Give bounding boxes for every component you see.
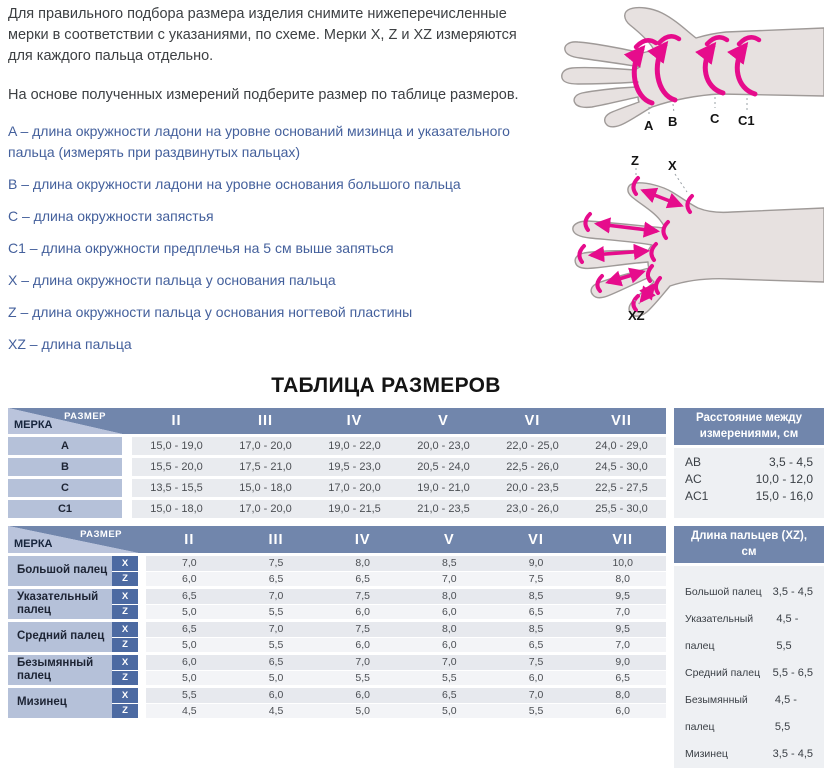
z-value-cell: 5,0 bbox=[319, 704, 406, 719]
z-value-cell: 7,0 bbox=[579, 638, 666, 653]
palm-table-header bbox=[8, 408, 666, 434]
distance-panel-body bbox=[674, 448, 824, 518]
x-values-row bbox=[146, 589, 666, 604]
column-gap bbox=[122, 500, 132, 518]
size-col-iii: III bbox=[257, 413, 274, 429]
z-value-cell: 6,0 bbox=[406, 605, 493, 620]
z-value-cell: 6,5 bbox=[493, 638, 580, 653]
size-range-cell: 15,0 - 18,0 bbox=[221, 479, 310, 497]
measure-row bbox=[8, 458, 666, 476]
x-value-cell: 9,0 bbox=[493, 556, 580, 571]
z-value-cell: 4,5 bbox=[233, 704, 320, 719]
finger-length-label: Большой палец bbox=[685, 586, 762, 599]
measure-row-label: B bbox=[8, 458, 122, 476]
size-col-vii: VII bbox=[612, 531, 634, 548]
x-value-cell: 8,0 bbox=[406, 622, 493, 637]
definition-x: X – длина окружности пальца у основания пальца bbox=[8, 272, 336, 288]
z-value-cell: 4,5 bbox=[146, 704, 233, 719]
intro-paragraph-2: На основе полученных измерений подберите размер по таблице размеров. bbox=[8, 87, 519, 103]
size-range-cell: 25,5 - 30,0 bbox=[577, 500, 666, 518]
finger-length-row bbox=[674, 660, 824, 687]
measure-row-values bbox=[132, 479, 666, 497]
corner-size-label: РАЗМЕР bbox=[80, 529, 122, 540]
x-values-row bbox=[146, 688, 666, 703]
size-range-cell: 17,0 - 20,0 bbox=[221, 500, 310, 518]
size-range-cell: 19,0 - 22,0 bbox=[310, 437, 399, 455]
measure-row-values bbox=[132, 437, 666, 455]
finger-size-section bbox=[8, 526, 824, 768]
label-c1: C1 bbox=[738, 113, 755, 128]
finger-name-label: Мизинец bbox=[8, 688, 112, 718]
z-badge: Z bbox=[112, 638, 138, 653]
z-value-cell: 5,5 bbox=[319, 671, 406, 686]
size-range-cell: 17,0 - 20,0 bbox=[221, 437, 310, 455]
x-value-cell: 7,0 bbox=[146, 556, 233, 571]
x-badge: X bbox=[112, 622, 138, 637]
size-range-cell: 19,0 - 21,5 bbox=[310, 500, 399, 518]
finger-length-label: Мизинец bbox=[685, 748, 728, 761]
finger-name-label: Средний палец bbox=[8, 622, 112, 652]
size-col-iv: IV bbox=[346, 413, 363, 429]
size-col-iv: IV bbox=[354, 531, 371, 548]
x-value-cell: 9,5 bbox=[579, 589, 666, 604]
definition-c: C – длина окружности запястья bbox=[8, 208, 214, 224]
z-value-cell: 6,0 bbox=[319, 605, 406, 620]
corner-size-label: РАЗМЕР bbox=[64, 411, 106, 422]
corner-measure-label: МЕРКА bbox=[14, 419, 53, 431]
size-table-title: ТАБЛИЦА РАЗМЕРОВ bbox=[271, 374, 501, 397]
z-values-row bbox=[146, 638, 666, 653]
column-gap bbox=[138, 622, 146, 652]
measure-row-label: C1 bbox=[8, 500, 122, 518]
size-range-cell: 23,0 - 26,0 bbox=[488, 500, 577, 518]
size-col-ii: II bbox=[171, 413, 182, 429]
x-badge: X bbox=[112, 655, 138, 670]
z-value-cell: 5,0 bbox=[146, 671, 233, 686]
label-xz: XZ bbox=[628, 308, 645, 323]
z-value-cell: 7,0 bbox=[406, 572, 493, 587]
finger-length-row bbox=[674, 687, 824, 741]
hand-palm-measures-diagram bbox=[548, 4, 824, 132]
finger-length-label: Указательный палец bbox=[685, 613, 754, 653]
definition-a: A – длина окружности ладони на уровне оснований мизинца и указательного пальца (измерять при раздвинутых пальцах) bbox=[8, 123, 510, 160]
distance-value: 10,0 - 12,0 bbox=[755, 472, 813, 487]
distance-row bbox=[674, 454, 824, 471]
z-badge: Z bbox=[112, 572, 138, 587]
size-col-iii: III bbox=[268, 531, 284, 548]
finger-length-value: 3,5 - 4,5 bbox=[772, 748, 813, 761]
size-col-vi: VI bbox=[524, 413, 541, 429]
x-badge: X bbox=[112, 688, 138, 703]
finger-length-panel-title: Длина пальцев (XZ), см bbox=[674, 526, 824, 563]
size-col-v: V bbox=[438, 413, 449, 429]
measure-row-values bbox=[132, 500, 666, 518]
finger-group-row bbox=[8, 589, 666, 619]
z-value-cell: 6,0 bbox=[146, 572, 233, 587]
x-value-cell: 7,0 bbox=[233, 589, 320, 604]
x-value-cell: 7,5 bbox=[319, 622, 406, 637]
x-badge: X bbox=[112, 589, 138, 604]
hand-silhouette bbox=[562, 8, 824, 127]
x-value-cell: 7,0 bbox=[233, 622, 320, 637]
size-range-cell: 13,5 - 15,5 bbox=[132, 479, 221, 497]
size-range-cell: 22,5 - 27,5 bbox=[577, 479, 666, 497]
finger-table-header bbox=[8, 526, 666, 553]
finger-group-row bbox=[8, 688, 666, 718]
distance-panel bbox=[674, 408, 824, 518]
size-range-cell: 20,5 - 24,0 bbox=[399, 458, 488, 476]
size-range-cell: 15,5 - 20,0 bbox=[132, 458, 221, 476]
z-value-cell: 6,0 bbox=[406, 638, 493, 653]
definition-z: Z – длина окружности пальца у основания ногтевой пластины bbox=[8, 304, 413, 320]
finger-values bbox=[146, 622, 666, 652]
z-value-cell: 6,0 bbox=[579, 704, 666, 719]
measure-row-label: A bbox=[8, 437, 122, 455]
z-values-row bbox=[146, 704, 666, 719]
column-gap bbox=[122, 479, 132, 497]
z-value-cell: 7,5 bbox=[493, 572, 580, 587]
column-gap bbox=[138, 556, 146, 586]
x-value-cell: 6,5 bbox=[233, 655, 320, 670]
x-values-row bbox=[146, 655, 666, 670]
distance-value: 3,5 - 4,5 bbox=[768, 455, 813, 470]
x-value-cell: 7,0 bbox=[406, 655, 493, 670]
finger-length-row bbox=[674, 579, 824, 606]
size-range-cell: 24,5 - 30,0 bbox=[577, 458, 666, 476]
size-range-cell: 19,5 - 23,0 bbox=[310, 458, 399, 476]
finger-table-body bbox=[8, 556, 666, 718]
palm-table-body bbox=[8, 437, 666, 518]
x-value-cell: 7,0 bbox=[319, 655, 406, 670]
size-col-vii: VII bbox=[611, 413, 632, 429]
x-badge: X bbox=[112, 556, 138, 571]
x-value-cell: 6,5 bbox=[146, 589, 233, 604]
distance-label: AC1 bbox=[685, 489, 709, 504]
x-values-row bbox=[146, 556, 666, 571]
xz-badge-column bbox=[112, 589, 138, 619]
z-value-cell: 5,5 bbox=[406, 671, 493, 686]
z-value-cell: 5,0 bbox=[146, 605, 233, 620]
x-value-cell: 7,5 bbox=[233, 556, 320, 571]
x-value-cell: 8,0 bbox=[319, 556, 406, 571]
measure-labels bbox=[644, 111, 755, 132]
measure-row bbox=[8, 437, 666, 455]
column-gap bbox=[138, 688, 146, 718]
z-badge: Z bbox=[112, 605, 138, 620]
hand-finger-measures-diagram bbox=[548, 152, 824, 330]
xz-badge-column bbox=[112, 655, 138, 685]
z-value-cell: 5,5 bbox=[233, 605, 320, 620]
finger-length-label: Средний палец bbox=[685, 667, 761, 680]
finger-length-row bbox=[674, 606, 824, 660]
x-value-cell: 8,0 bbox=[406, 589, 493, 604]
z-value-cell: 5,5 bbox=[233, 638, 320, 653]
x-value-cell: 9,5 bbox=[579, 622, 666, 637]
z-value-cell: 5,5 bbox=[493, 704, 580, 719]
finger-name-label: Безымянный палец bbox=[8, 655, 112, 685]
measure-row-label: C bbox=[8, 479, 122, 497]
distance-value: 15,0 - 16,0 bbox=[755, 489, 813, 504]
x-value-cell: 6,5 bbox=[146, 622, 233, 637]
x-value-cell: 8,5 bbox=[493, 622, 580, 637]
size-range-cell: 22,5 - 26,0 bbox=[488, 458, 577, 476]
finger-length-label: Безымянный палец bbox=[685, 694, 748, 734]
x-value-cell: 7,5 bbox=[493, 655, 580, 670]
z-value-cell: 6,5 bbox=[493, 605, 580, 620]
finger-values bbox=[146, 688, 666, 718]
size-range-cell: 15,0 - 18,0 bbox=[132, 500, 221, 518]
finger-values bbox=[146, 556, 666, 586]
finger-length-value: 5,5 - 6,5 bbox=[772, 667, 813, 680]
finger-group-row bbox=[8, 622, 666, 652]
label-b: B bbox=[668, 114, 678, 129]
z-badge: Z bbox=[112, 704, 138, 719]
hand-silhouette bbox=[573, 183, 824, 316]
distance-row bbox=[674, 471, 824, 488]
x-values-row bbox=[146, 622, 666, 637]
x-value-cell: 6,0 bbox=[319, 688, 406, 703]
corner-cell bbox=[8, 408, 122, 434]
finger-length-value: 4,5 - 5,5 bbox=[776, 613, 799, 653]
z-value-cell: 6,0 bbox=[319, 638, 406, 653]
label-c: C bbox=[710, 111, 720, 126]
measure-row bbox=[8, 479, 666, 497]
xz-badge-column bbox=[112, 556, 138, 586]
finger-length-panel-body bbox=[674, 566, 824, 768]
distance-label: AC bbox=[685, 472, 702, 487]
size-range-cell: 22,0 - 25,0 bbox=[488, 437, 577, 455]
size-range-cell: 17,5 - 21,0 bbox=[221, 458, 310, 476]
finger-length-value: 4,5 - 5,5 bbox=[774, 694, 797, 734]
x-value-cell: 6,0 bbox=[146, 655, 233, 670]
x-value-cell: 7,0 bbox=[493, 688, 580, 703]
z-value-cell: 5,0 bbox=[233, 671, 320, 686]
distance-label: AB bbox=[685, 455, 702, 470]
finger-group-row bbox=[8, 556, 666, 586]
corner-cell bbox=[8, 526, 138, 553]
z-value-cell: 8,0 bbox=[579, 572, 666, 587]
size-column-headers bbox=[132, 408, 666, 434]
z-value-cell: 5,0 bbox=[146, 638, 233, 653]
size-column-headers bbox=[146, 526, 666, 553]
x-value-cell: 6,5 bbox=[406, 688, 493, 703]
finger-length-value: 3,5 - 4,5 bbox=[772, 586, 813, 599]
xz-badge-column bbox=[112, 688, 138, 718]
x-value-cell: 10,0 bbox=[579, 556, 666, 571]
x-value-cell: 8,5 bbox=[406, 556, 493, 571]
size-col-vi: VI bbox=[528, 531, 544, 548]
finger-values bbox=[146, 589, 666, 619]
z-value-cell: 6,5 bbox=[579, 671, 666, 686]
z-value-cell: 7,0 bbox=[579, 605, 666, 620]
size-col-v: V bbox=[444, 531, 455, 548]
size-range-cell: 20,0 - 23,0 bbox=[399, 437, 488, 455]
finger-size-table bbox=[8, 526, 666, 768]
measure-row-values bbox=[132, 458, 666, 476]
label-a: A bbox=[644, 118, 654, 132]
z-value-cell: 5,0 bbox=[406, 704, 493, 719]
x-value-cell: 7,5 bbox=[319, 589, 406, 604]
column-gap bbox=[122, 437, 132, 455]
label-z: Z bbox=[631, 153, 639, 168]
size-range-cell: 21,0 - 23,5 bbox=[399, 500, 488, 518]
finger-length-row bbox=[674, 741, 824, 768]
distance-row bbox=[674, 488, 824, 505]
z-values-row bbox=[146, 605, 666, 620]
size-range-cell: 19,0 - 21,0 bbox=[399, 479, 488, 497]
palm-size-section bbox=[8, 408, 824, 518]
size-range-cell: 15,0 - 19,0 bbox=[132, 437, 221, 455]
finger-values bbox=[146, 655, 666, 685]
column-gap bbox=[122, 458, 132, 476]
finger-length-panel bbox=[674, 526, 824, 768]
definition-xz: XZ – длина пальца bbox=[8, 336, 132, 352]
instructions-text-column bbox=[8, 4, 548, 366]
x-value-cell: 5,5 bbox=[146, 688, 233, 703]
z-value-cell: 6,5 bbox=[319, 572, 406, 587]
z-values-row bbox=[146, 671, 666, 686]
definition-c1: C1 – длина окружности предплечья на 5 см выше запяться bbox=[8, 240, 394, 256]
finger-group-row bbox=[8, 655, 666, 685]
palm-size-table bbox=[8, 408, 666, 518]
size-range-cell: 24,0 - 29,0 bbox=[577, 437, 666, 455]
diagrams-column bbox=[548, 4, 824, 366]
z-value-cell: 6,5 bbox=[233, 572, 320, 587]
label-x: X bbox=[668, 158, 677, 173]
x-value-cell: 6,0 bbox=[233, 688, 320, 703]
x-value-cell: 9,0 bbox=[579, 655, 666, 670]
finger-name-label: Указательный палец bbox=[8, 589, 112, 619]
x-value-cell: 8,0 bbox=[579, 688, 666, 703]
finger-name-label: Большой палец bbox=[8, 556, 112, 586]
x-value-cell: 8,5 bbox=[493, 589, 580, 604]
z-values-row bbox=[146, 572, 666, 587]
intro-paragraph-1: Для правильного подбора размера изделия снимите нижеперечисленные мерки в соответствии с указаниями, по схеме. Мерки X, Z и XZ измеряются для каждого пальца отдельно. bbox=[8, 6, 517, 64]
xz-badge-column bbox=[112, 622, 138, 652]
column-gap bbox=[138, 655, 146, 685]
instructions-section bbox=[8, 4, 824, 366]
distance-panel-title: Расстояние между измерениями, см bbox=[674, 408, 824, 445]
size-range-cell: 17,0 - 20,0 bbox=[310, 479, 399, 497]
measure-row bbox=[8, 500, 666, 518]
size-col-ii: II bbox=[184, 531, 195, 548]
column-gap bbox=[138, 589, 146, 619]
z-badge: Z bbox=[112, 671, 138, 686]
z-value-cell: 6,0 bbox=[493, 671, 580, 686]
definition-b: B – длина окружности ладони на уровне основания большого пальца bbox=[8, 176, 461, 192]
corner-measure-label: МЕРКА bbox=[14, 538, 53, 550]
size-range-cell: 20,0 - 23,5 bbox=[488, 479, 577, 497]
